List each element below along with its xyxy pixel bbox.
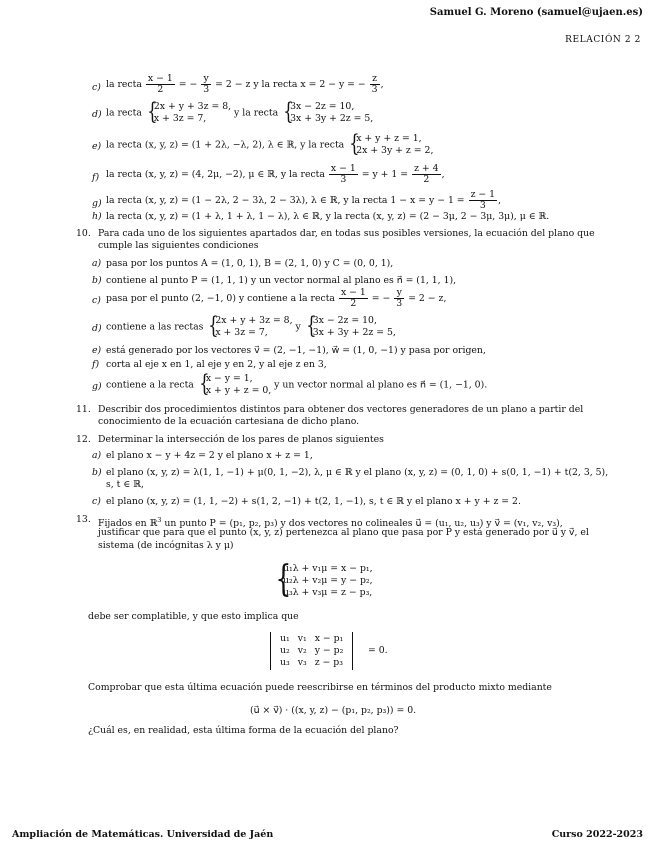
mixed-product-formula: (u⃗ × v⃗) · ((x, y, z) − (p₁, p₂, p₃)) = 0. xyxy=(250,705,417,716)
footer-academic-year: Curso 2022-2023 xyxy=(551,829,643,840)
determinant: u₁ v₁ x − p₁ u₂ v₂ y − p₂ u₃ v₃ z − p₃ xyxy=(270,632,353,670)
footer-course-title: Ampliación de Matemáticas. Universidad de Jaén xyxy=(12,829,274,840)
header-author: Samuel G. Moreno (samuel@ujaen.es) xyxy=(429,7,643,18)
header-relation: RELACIÓN 2 2 xyxy=(565,35,641,45)
linear-system: { u₁λ + v₁μ = x − p₁, u₂λ + v₂μ = y − p₂, u₃λ + v₃μ = z − p₃, xyxy=(275,559,373,600)
